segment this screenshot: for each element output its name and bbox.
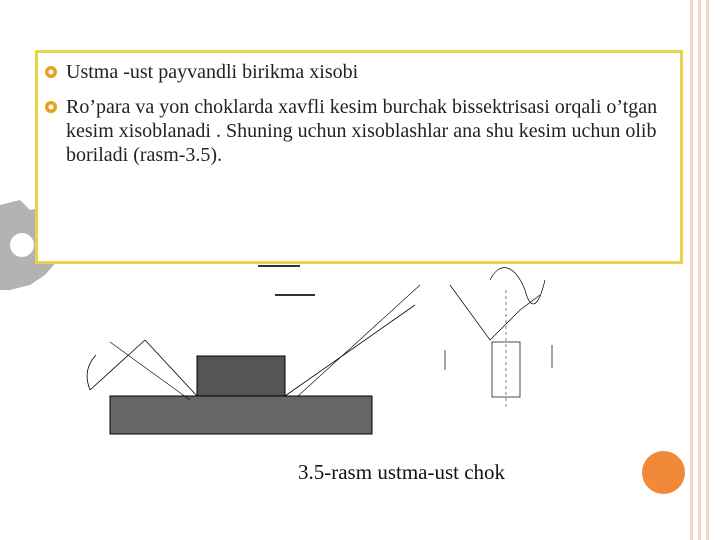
bullet-text-2: Ro’para va yon choklarda xavfli kesim burchak bissektrisasi orqali o’tgan kesim xisoblanadi . Shuning uchun xisoblashlar ana shu kesim uchun olib boriladi (rasm-3.5). xyxy=(66,96,658,166)
frame-line-2 xyxy=(698,0,701,540)
figure-caption: 3.5-rasm ustma-ust chok xyxy=(298,460,506,484)
bullet-gear-icon xyxy=(44,100,58,114)
bullet-text-1: Ustma -ust payvandli birikma xisobi xyxy=(66,61,359,83)
bullet-gear-icon xyxy=(44,65,58,79)
text-box xyxy=(35,50,683,264)
frame-line-1 xyxy=(690,0,693,540)
weld-diagram xyxy=(60,250,600,450)
bullet-item-1 xyxy=(66,60,670,84)
bullet-item-2 xyxy=(66,95,670,167)
accent-circle xyxy=(642,451,685,494)
frame-line-3 xyxy=(706,0,709,540)
